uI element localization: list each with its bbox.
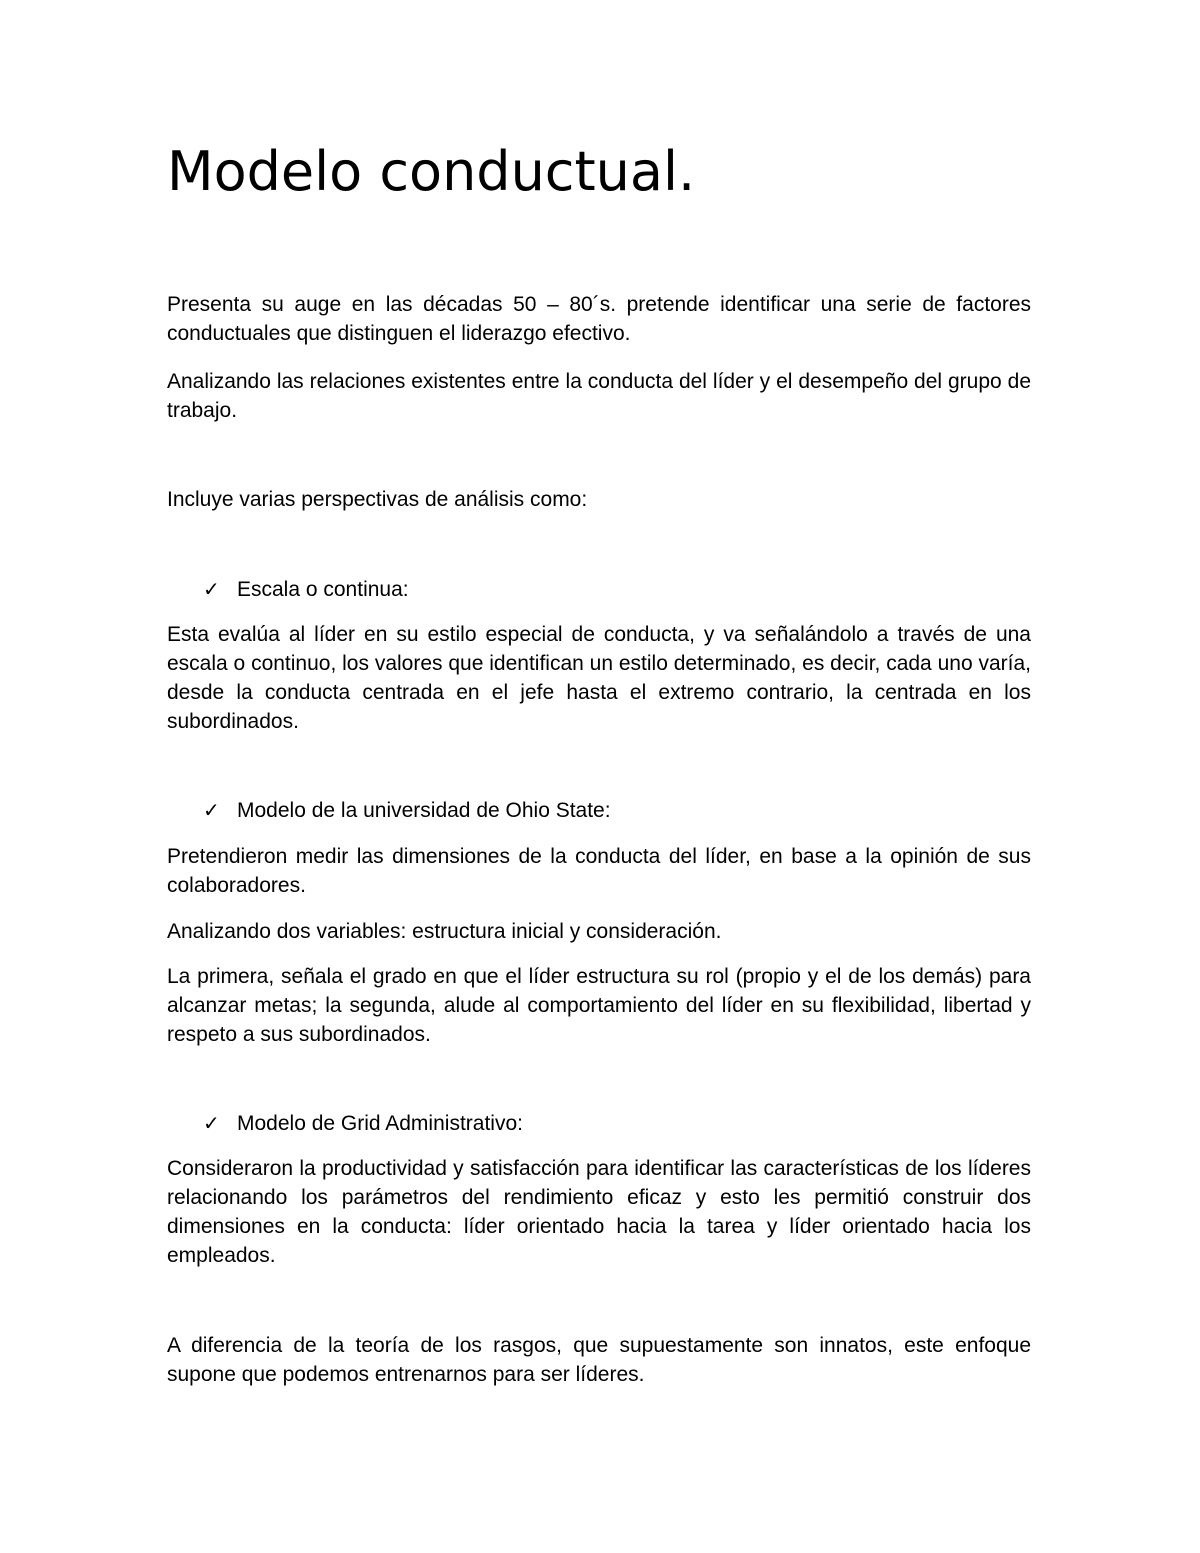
checklist-item-label: Modelo de la universidad de Ohio State:: [237, 799, 611, 822]
checkmark-icon: ✓: [203, 798, 220, 822]
paragraph-intro: Presenta su auge en las décadas 50 – 80´s. pretende identificar una serie de factores conductuales que distinguen el liderazgo efectivo.: [167, 293, 1031, 345]
paragraph-variables: Analizando dos variables: estructura inicial y consideración.: [167, 920, 722, 943]
checklist-item-label: Modelo de Grid Administrativo:: [237, 1112, 523, 1135]
document-title: Modelo conductual.: [167, 140, 696, 203]
paragraph-primera: La primera, señala el grado en que el líder estructura su rol (propio y el de los demás) para alcanzar metas; la segunda, alude al comportamiento del líder en su flexibilidad, libertad y respeto a sus subordinados.: [167, 965, 1031, 1046]
paragraph-grid: Consideraron la productividad y satisfacción para identificar las características de los líderes relacionando los parámetros del rendimiento eficaz y esto les permitió construir dos dimensiones en la conducta: líder orientado hacia la tarea y líder orientado hacia los empleados.: [167, 1157, 1031, 1267]
paragraph-analysis: Analizando las relaciones existentes entre la conducta del líder y el desempeño del grupo de trabajo.: [167, 370, 1031, 422]
checklist-item-ohio: [203, 796, 611, 825]
paragraph-escala: Esta evalúa al líder en su estilo especial de conducta, y va señalándolo a través de una escala o continuo, los valores que identifican un estilo determinado, es decir, cada uno varía, desde la conducta centrada en el jefe hasta el extremo contrario, la centrada en los subordinados.: [167, 623, 1031, 733]
checkmark-icon: ✓: [203, 1111, 220, 1135]
checklist-item-grid: [203, 1109, 523, 1138]
paragraph-conclusion: A diferencia de la teoría de los rasgos, que supuestamente son innatos, este enfoque supone que podemos entrenarnos para ser líderes.: [167, 1334, 1031, 1386]
checklist-item-label: Escala o continua:: [237, 578, 409, 601]
paragraph-perspectives: Incluye varias perspectivas de análisis como:: [167, 488, 588, 511]
checkmark-icon: ✓: [203, 577, 220, 601]
checklist-item-escala: [203, 575, 409, 604]
paragraph-ohio: Pretendieron medir las dimensiones de la conducta del líder, en base a la opinión de sus colaboradores.: [167, 845, 1031, 897]
